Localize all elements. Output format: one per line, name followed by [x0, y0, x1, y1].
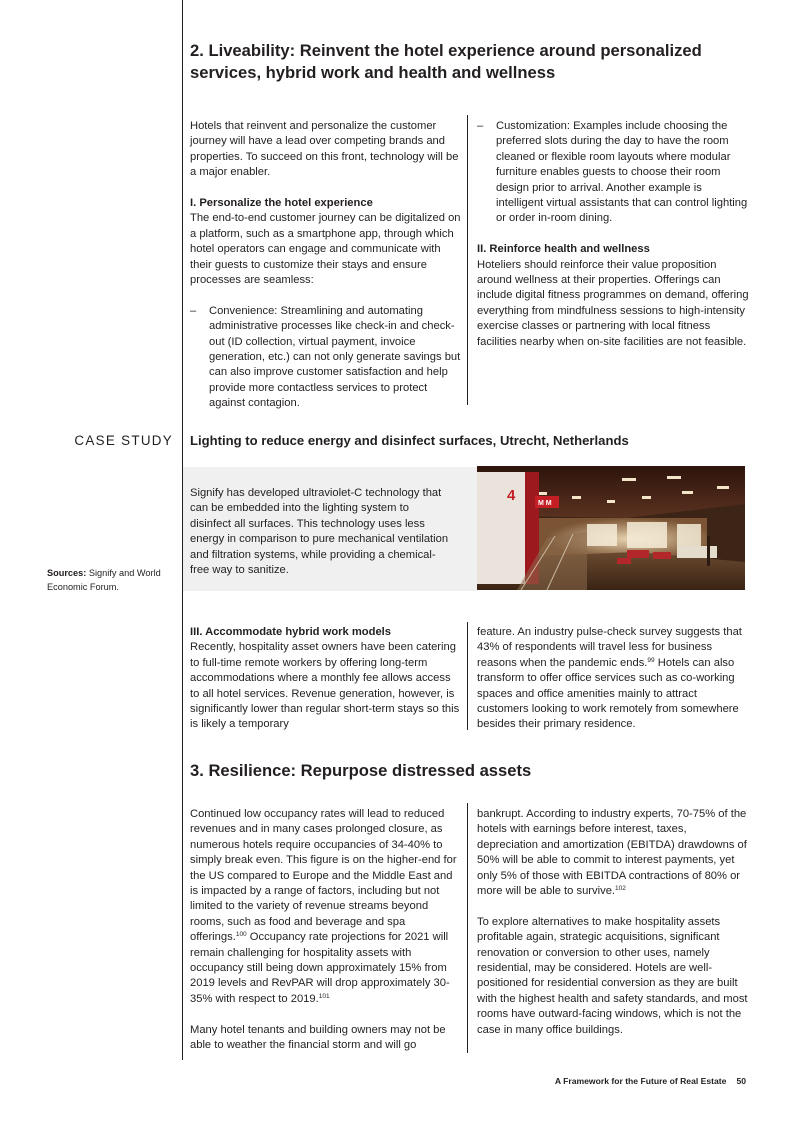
hybrid-left-column: [190, 625, 462, 733]
case-study-label: CASE STUDY: [74, 433, 173, 448]
case-study-title: Lighting to reduce energy and disinfect surfaces, Utrecht, Netherlands: [190, 433, 629, 448]
bullet-customization-text: Customization: Examples include choosing the preferred slots during the day to have the room cleaned or flexible room layouts where modular furniture enables guests to choose their room design prior to arrival. Another example is intelligent virtual assistants that can control lighting or order in-room dining.: [496, 120, 748, 225]
hybrid-body-right-a: feature. An industry pulse-check survey suggests that 43% of respondents will travel less for business reasons when the pandemic ends.: [477, 626, 742, 669]
section-3-right-p1-text: bankrupt. According to industry experts, 70-75% of the hotels with earnings before interest, taxes, depreciation and amortization (EBITDA) drawdowns of 50% will be able to commit to interest payments, yet only 5% of those with EBITDA contractions of 80% or more will be able to survive.: [477, 808, 747, 898]
case-study-body: Signify has developed ultraviolet-C technology that can be embedded into the lighting system to disinfect all surfaces. This technology uses less energy in comparison to pure mechanical ventilation and filtration systems, while providing a chemical-free way to sanitize.: [190, 487, 449, 577]
column-rule-section3: [467, 803, 468, 1053]
case-study-photo: [477, 466, 745, 590]
bullet-convenience-text: Convenience: Streamlining and automating administrative processes like check-in and check-out (ID collection, virtual payment, invoice generation, etc.) can not only generate savings but can also improve customer satisfaction and help provide more contactless services to protect against contagion.: [209, 304, 461, 410]
footer-title: A Framework for the Future of Real Estate: [554, 1076, 727, 1086]
section-3-left-p2: Many hotel tenants and building owners may not be able to weather the financial storm and will go: [190, 1023, 446, 1052]
footnote-ref-100[interactable]: 100: [235, 931, 247, 939]
bullet-dash: –: [477, 120, 484, 132]
footnote-ref-99[interactable]: 99: [647, 656, 655, 664]
section-2-right-column: [477, 119, 749, 350]
personalize-heading: I. Personalize the hotel experience: [190, 197, 373, 210]
page-number: 50: [736, 1076, 746, 1086]
case-study-sources: [47, 566, 175, 595]
windows: [587, 522, 701, 548]
bullet-convenience: [190, 304, 462, 412]
sources-text: Signify and World Economic Forum.: [47, 568, 161, 593]
footnote-ref-101[interactable]: 101: [318, 992, 330, 1000]
hybrid-body-left: Recently, hospitality asset owners have been catering to full-time remote workers by offering long-term accommodations where a monthly fee allows access to all hotel services. Revenue generation, however, is significantly lower than regular short-term stays so this is likely a temporary: [190, 641, 460, 731]
section-3-right-column: [477, 807, 749, 1038]
wellness-heading: II. Reinforce health and wellness: [477, 243, 650, 256]
sign-number: 4: [507, 487, 516, 504]
personalize-body: The end-to-end customer journey can be digitalized on a platform, such as a smartphone app, through which hotel operators can engage and communicate with their guests to customize their stays and ensure processes are seamless:: [190, 212, 461, 287]
hybrid-body-right-b: Hotels can also transform to offer office services such as co-working spaces and office amenities mainly to attract customers looking to work remotely from somewhere besides their primary residence.: [477, 656, 739, 731]
hybrid-heading: III. Accommodate hybrid work models: [190, 626, 392, 638]
section-3-title: 3. Resilience: Repurpose distressed assets: [190, 761, 532, 780]
section-3-left-p1: [190, 807, 462, 1007]
sign-letters: M M: [538, 500, 552, 507]
section-3-left-column: [190, 807, 462, 1053]
sources-label: Sources:: [47, 568, 87, 578]
section-3-right-p1: [477, 807, 749, 899]
hybrid-body-right: [477, 625, 749, 733]
footnote-ref-102[interactable]: 102: [615, 885, 626, 893]
section-2-intro: Hotels that reinvent and personalize the customer journey will have a lead over competing brands and properties. To succeed on this front, technology will be a major enabler.: [190, 120, 459, 179]
section-3-left-p1-a: Continued low occupancy rates will lead to reduced revenues and in many cases prolonged closure, as numerous hotels require occupancies of 34-40% to simply break even. This figure is on the higher-end for the US compared to Europe and the Middle East and is impacted by a range of factors, including but not limited to the variety of revenue streams beyond rooms, such as food and beverage and spa offerings.: [190, 808, 457, 944]
hybrid-right-column: [477, 625, 749, 733]
section-3-right-p2: To explore alternatives to make hospitality assets profitable again, strategic acquisitions, significant renovation or conversion to other uses, namely residential, may be considered. Hotels are well-positioned for residential conversion as they are built with the highest health and safety standards, and most rooms have outward-facing windows, which is not the case in many office buildings.: [477, 915, 748, 1036]
page-footer: [555, 1076, 746, 1086]
column-rule-section2: [467, 115, 468, 405]
section-2-title: 2. Liveability: Reinvent the hotel experience around personalized services, hybrid work and health and wellness: [190, 41, 702, 82]
wellness-body: Hoteliers should reinforce their value proposition around wellness at their properties. Offerings can include digital fitness programmes on demand, offering everything from mindfulness sessions to high-intensity exercise classes or partnering with local fitness facilities nearby when on-site facilities are not feasible.: [477, 258, 749, 348]
column-rule-hybrid: [467, 622, 468, 730]
section-3-left-p1-b: Occupancy rate projections for 2021 will remain challenging for hospitality assets with occupancy still being down approximately 15% from 2019 levels and RevPAR will drop approximately 30-35% with respect to 2019.: [190, 931, 450, 1005]
bullet-customization: [477, 119, 749, 227]
bullet-dash: –: [190, 304, 197, 317]
section-2-left-column: [190, 119, 462, 412]
